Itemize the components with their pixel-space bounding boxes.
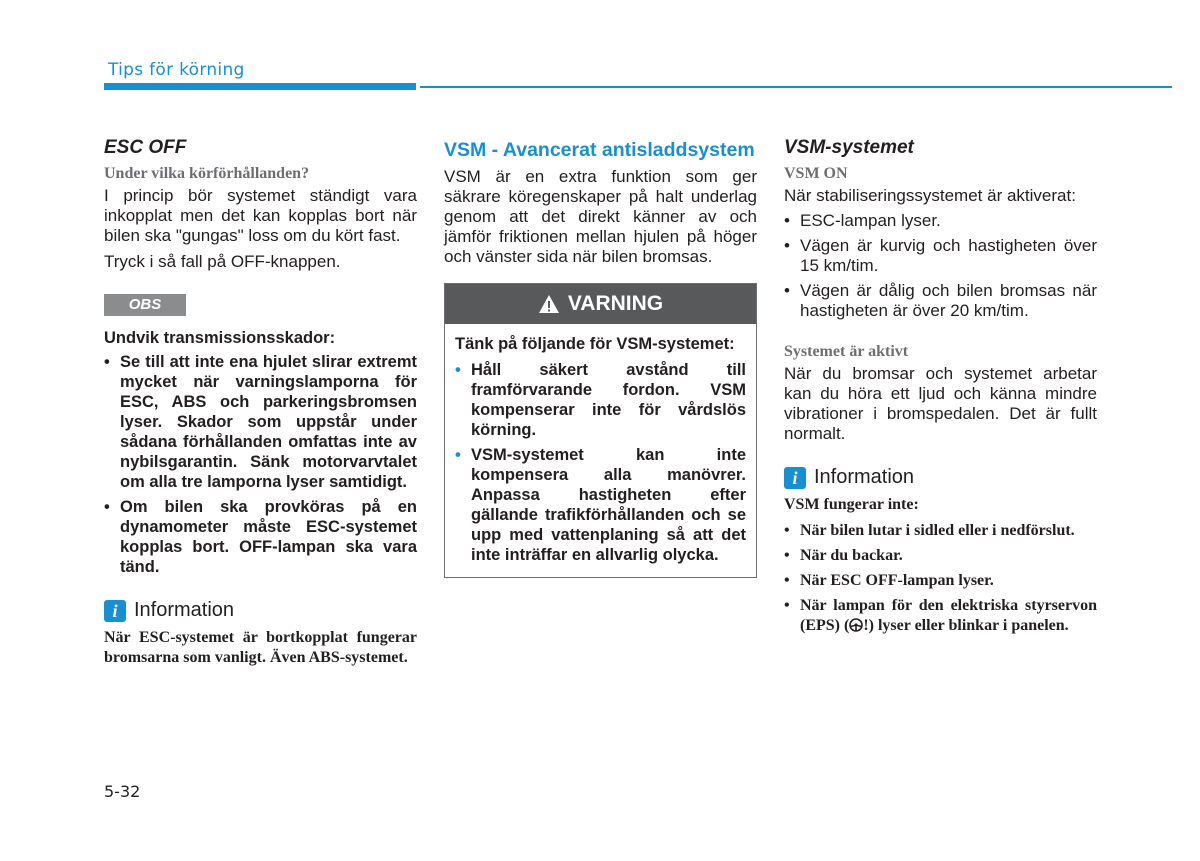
system-active-subheading: Systemet är aktivt bbox=[784, 343, 909, 360]
warning-header bbox=[445, 284, 756, 324]
info-text: När ESC-systemet är bortkopplat fungerar bromsarna som vanligt. Även ABS-systemet. bbox=[104, 629, 417, 666]
vsm-on-list bbox=[784, 211, 1097, 321]
warning-list bbox=[455, 360, 746, 565]
obs-title: Undvik transmissionsskador: bbox=[104, 329, 336, 347]
column-vsm bbox=[444, 136, 757, 578]
header-rule-thick bbox=[104, 83, 416, 90]
info-header bbox=[784, 466, 1097, 489]
list-item: • Vägen är kurvig och hastigheten över 15 km/tim. bbox=[784, 236, 1097, 276]
list-item: • Om bilen ska provköras på en dynamometer måste ESC-systemet kopplas bort. OFF-lampan ska vara tänd. bbox=[104, 497, 417, 577]
eps-text-before: När lampan för den elektriska styrservon (EPS) ( bbox=[800, 597, 1097, 634]
info-title: Information bbox=[134, 599, 235, 621]
column-vsm-system bbox=[784, 136, 1097, 636]
list-item: • VSM-systemet kan inte kompensera alla manövrer. Anpassa hastigheten efter gällande trafikförhållanden och se upp med vattenplaning så att det inte inträffar en allvarlig olycka. bbox=[455, 445, 746, 565]
list-item: • Se till att inte ena hjulet slirar extremt mycket när varningslamporna för ESC, ABS och parkeringsbromsen lyser. Skador som uppstår under sådana förhållanden omfattas inte av nybilsgarantin. Sänk motorvarvtalet om alla tre lamporna lyser samtidigt. bbox=[104, 352, 417, 492]
esc-off-heading: ESC OFF bbox=[104, 137, 187, 158]
steering-wheel-icon bbox=[849, 618, 863, 632]
section-header-title: Tips för körning bbox=[108, 60, 245, 80]
esc-off-instruction: Tryck i så fall på OFF-knappen. bbox=[104, 252, 341, 271]
list-item bbox=[784, 596, 1097, 636]
info-list bbox=[784, 521, 1097, 636]
info-title: Information bbox=[814, 466, 915, 488]
info-icon: i bbox=[784, 467, 806, 489]
vsm-on-subheading: VSM ON bbox=[784, 165, 848, 182]
list-item: • Håll säkert avstånd till framförvarande fordon. VSM kompenserar inte för vårdslös körning. bbox=[455, 360, 746, 440]
warning-box bbox=[444, 283, 757, 578]
list-item: • När bilen lutar i sidled eller i nedförslut. bbox=[784, 521, 1097, 541]
driving-conditions-subheading: Under vilka körförhållanden? bbox=[104, 165, 310, 182]
vsm-on-paragraph: När stabiliseringssystemet är aktiverat: bbox=[784, 186, 1076, 205]
system-active-paragraph: När du bromsar och systemet arbetar kan du höra ett ljud och känna mindre vibrationer i bromspedalen. Det är fullt normalt. bbox=[784, 364, 1097, 443]
obs-tag: OBS bbox=[104, 294, 186, 316]
warning-title: VARNING bbox=[567, 292, 664, 315]
page-number: 5-32 bbox=[104, 782, 141, 801]
vsm-system-heading: VSM-systemet bbox=[784, 137, 914, 158]
eps-text-after: ) lyser eller blinkar i panelen. bbox=[868, 617, 1069, 634]
list-item: • Vägen är dålig och bilen bromsas när hastigheten är över 20 km/tim. bbox=[784, 281, 1097, 321]
vsm-paragraph: VSM är en extra funktion som ger säkrare köregenskaper på halt underlag genom att det direkt känner av och jämför friktionen mellan hjulen på höger och vänster sida när bilen bromsas. bbox=[444, 167, 757, 266]
column-esc-off bbox=[104, 136, 417, 668]
list-item: • När ESC OFF-lampan lyser. bbox=[784, 571, 1097, 591]
info-header bbox=[104, 599, 417, 622]
list-item: • ESC-lampan lyser. bbox=[784, 211, 1097, 231]
info-icon: i bbox=[104, 600, 126, 622]
vsm-heading: VSM - Avancerat antisladdsystem bbox=[444, 139, 755, 161]
header-rule-thin bbox=[420, 86, 1172, 88]
warning-intro: Tänk på följande för VSM-systemet: bbox=[455, 335, 735, 353]
esc-off-paragraph: I princip bör systemet ständigt vara inkopplat men det kan kopplas bort när bilen ska "gungas" loss om du kört fast. bbox=[104, 186, 417, 245]
info-lead: VSM fungerar inte: bbox=[784, 496, 919, 513]
obs-list bbox=[104, 352, 417, 577]
eps-exclamation: ! bbox=[863, 617, 869, 634]
warning-triangle-icon bbox=[538, 294, 560, 314]
list-item: • När du backar. bbox=[784, 546, 1097, 566]
warning-body bbox=[445, 324, 756, 577]
